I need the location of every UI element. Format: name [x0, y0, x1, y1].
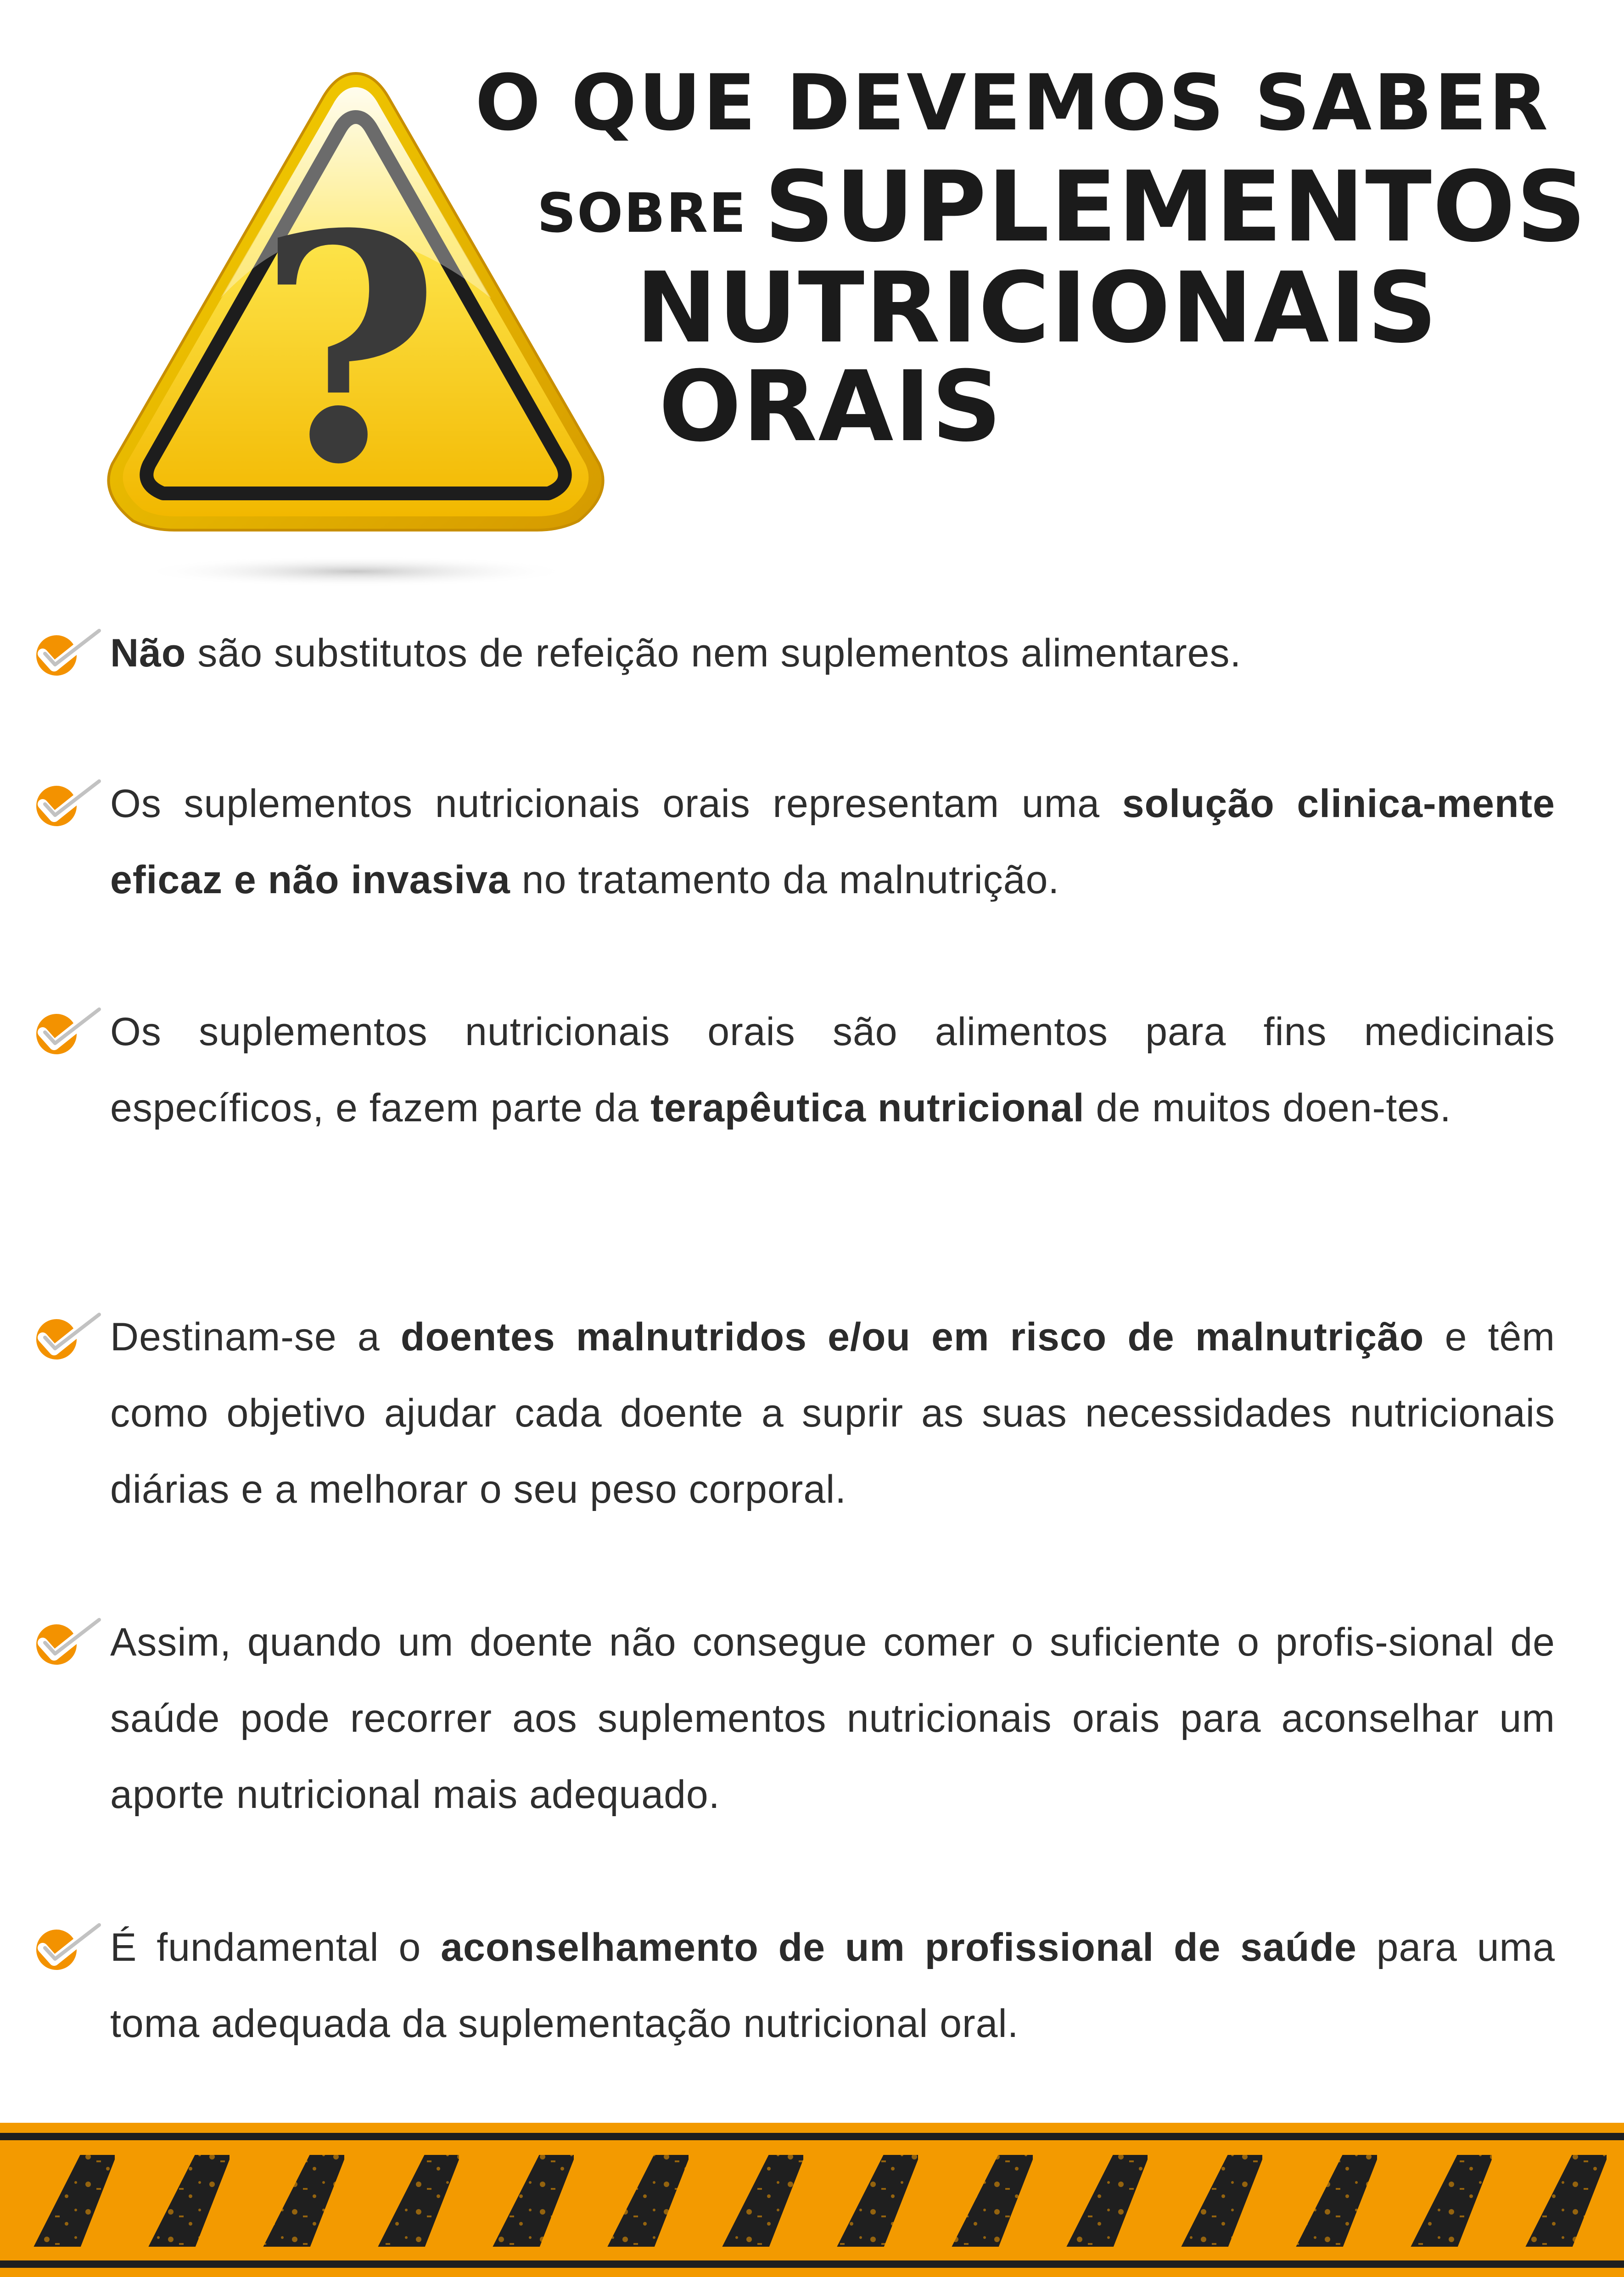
- bullet-text-run: no tratamento da malnutrição.: [510, 858, 1060, 902]
- bullet-bold-text: terapêutica nutricional: [650, 1086, 1085, 1130]
- bullet-text-run: Os suplementos nutricionais orais representam uma: [110, 782, 1122, 826]
- orange-checkmark-icon: [31, 1919, 105, 1974]
- warning-question-icon: [101, 69, 610, 601]
- orange-checkmark-icon: [31, 1308, 105, 1363]
- bullet-bold-text: doentes malnutridos e/ou em risco de malnutrição: [400, 1315, 1424, 1359]
- bullet-text-run: É fundamental o: [110, 1925, 441, 1969]
- orange-checkmark-icon: [31, 624, 105, 679]
- bullet-text-run: são substitutos de refeição nem suplementos alimentares.: [186, 631, 1242, 675]
- bullet-text: [110, 1909, 1555, 2062]
- bullet-bold-text: solução clinica-mente eficaz e não invasiva: [110, 782, 1555, 902]
- bullet-text-run: Destinam-se a: [110, 1315, 401, 1359]
- title-line-2: SUPLEMENTOS: [764, 150, 1587, 263]
- bullet-text-run: Os suplementos nutricionais orais são alimentos para fins medicinais específicos, e fazem parte da: [110, 1010, 1555, 1130]
- orange-checkmark-icon: [31, 1003, 105, 1058]
- title-line-1: O QUE DEVEMOS SABER: [475, 58, 1550, 148]
- bullet-text: [110, 1299, 1555, 1527]
- bullet-text-run: e têm como objetivo ajudar cada doente a suprir as suas necessidades nutricionais diárias e a melhorar o seu peso corporal.: [110, 1315, 1555, 1511]
- hazard-stripe-band: [0, 2123, 1624, 2277]
- bullet-text-run: Assim, quando um doente não consegue comer o suficiente o profis-sional de saúde pode recorrer aos suplementos nutricionais orais para aconselhar um aporte nutricional mais adequado.: [110, 1620, 1555, 1817]
- question-mark: ?: [257, 167, 441, 533]
- bullet-text: [110, 615, 1555, 691]
- bullet-text: [110, 1604, 1555, 1833]
- bullet-text-run: para uma toma adequada da suplementação nutricional oral.: [110, 1925, 1555, 2046]
- title-small-word: SOBRE: [537, 181, 747, 245]
- bullet-text: [110, 994, 1555, 1146]
- bullet-bold-text: Não: [110, 631, 186, 675]
- bullet-text-run: de muitos doen-tes.: [1084, 1086, 1451, 1130]
- bullet-text: [110, 766, 1555, 918]
- title-line-3: NUTRICIONAIS: [636, 251, 1439, 364]
- orange-checkmark-icon: [31, 1613, 105, 1668]
- title-line-4: ORAIS: [659, 350, 1003, 463]
- bullet-bold-text: aconselhamento de um profissional de saúde: [441, 1925, 1357, 1969]
- orange-checkmark-icon: [31, 775, 105, 830]
